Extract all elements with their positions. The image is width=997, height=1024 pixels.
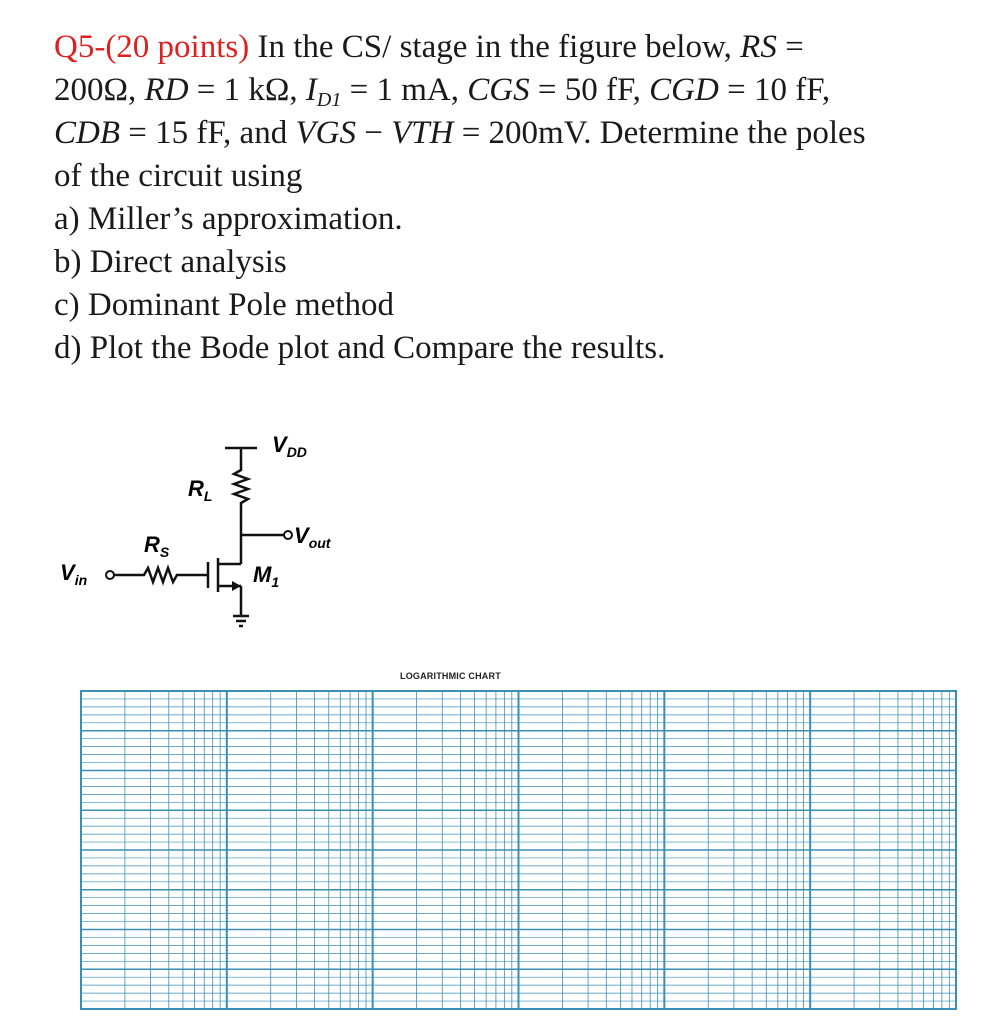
m1-label: $M_1$ [253, 562, 280, 590]
question-line-3: CDB = 15 fF, and VGS − VTH = 200mV. Determine the poles [54, 115, 866, 151]
vdd-label: $V_{DD}$ [272, 432, 307, 460]
m1-source-arrow [232, 581, 241, 591]
rl-resistor [234, 465, 248, 508]
vin-terminal [106, 571, 114, 579]
rs-resistor [140, 568, 181, 582]
question-line-1: Q5-(20 points) In the CS/ stage in the figure below, RS = [54, 29, 804, 65]
part-d: d) Plot the Bode plot and Compare the results. [54, 330, 666, 366]
part-a: a) Miller’s approximation. [54, 201, 403, 237]
vout-label: $V_{out}$ [294, 523, 331, 551]
rs-label: $R_S$ [144, 532, 170, 560]
logarithmic-chart [80, 690, 957, 1010]
vin-label: $V_{in}$ [60, 560, 88, 588]
chart-title: LOGARITHMIC CHART [400, 671, 501, 681]
question-text [54, 26, 974, 370]
part-c: c) Dominant Pole method [54, 287, 395, 323]
part-b: b) Direct analysis [54, 244, 287, 280]
question-label: Q5-(20 points) [54, 29, 250, 65]
question-line-4: of the circuit using [54, 158, 303, 194]
cs-stage-circuit [50, 420, 370, 650]
rl-label: $R_L$ [188, 476, 213, 504]
vout-terminal [284, 531, 292, 539]
question-line-2: 200Ω, RD = 1 kΩ, $I_{D1} = 1$ mA, CGS = 50 fF, CGD = 10 fF, [54, 72, 831, 111]
